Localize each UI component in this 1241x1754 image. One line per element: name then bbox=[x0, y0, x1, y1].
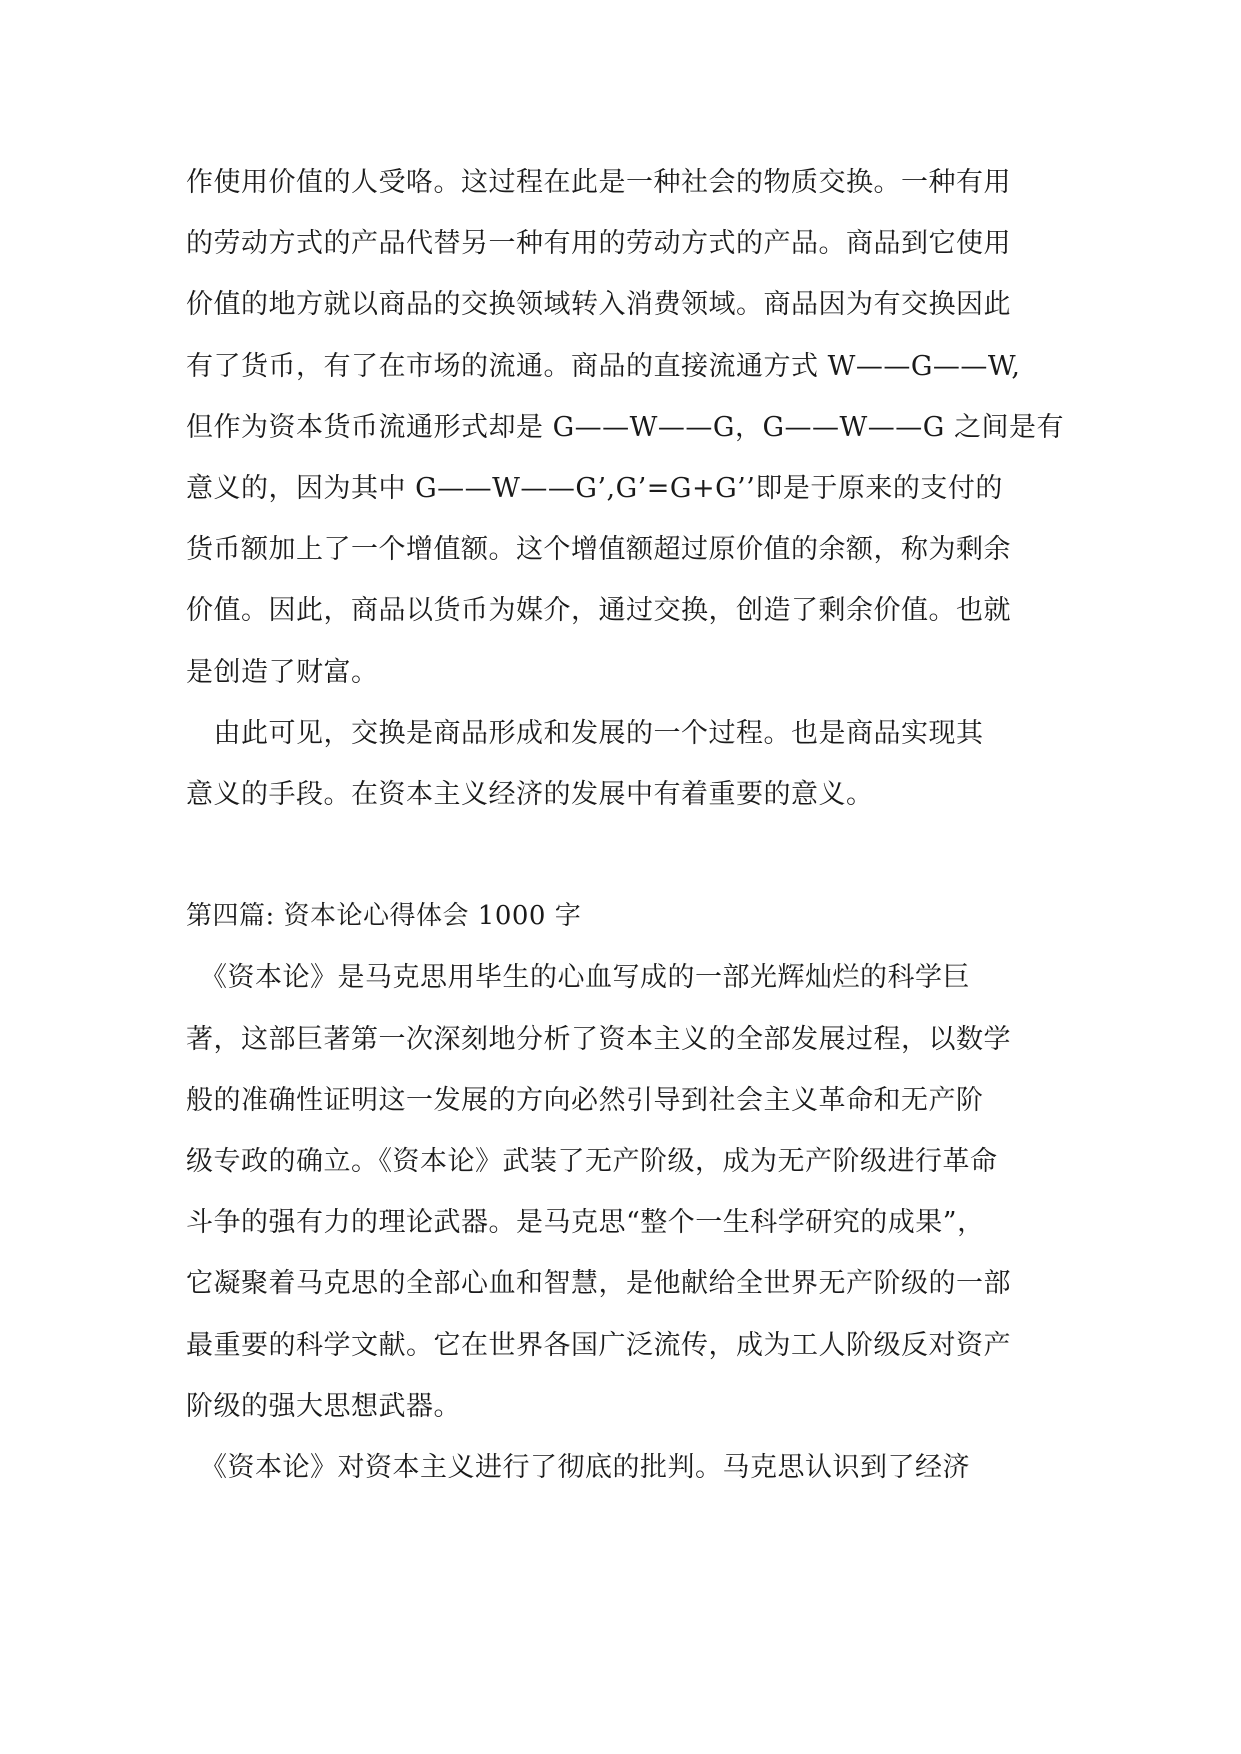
text-line: 著，这部巨著第一次深刻地分析了资本主义的全部发展过程，以数学 bbox=[186, 1023, 1011, 1055]
text-line: 货币额加上了一个增值额。这个增值额超过原价值的余额，称为剩余 bbox=[186, 534, 1011, 566]
top-paragraph bbox=[186, 152, 1064, 703]
text-line: 阶级的强大思想武器。 bbox=[186, 1390, 461, 1422]
text-line: 《资本论》对资本主义进行了彻底的批判。马克思认识到了经济 bbox=[186, 1451, 970, 1483]
text-line: 作使用价值的人受咯。这过程在此是一种社会的物质交换。一种有用 bbox=[186, 167, 1011, 198]
text-line: 级专政的确立。《资本论》武装了无产阶级，成为无产阶级进行革命 bbox=[186, 1146, 998, 1177]
blank-line bbox=[186, 825, 1064, 886]
text-line: 它凝聚着马克思的全部心血和智慧，是他献给全世界无产阶级的一部 bbox=[186, 1268, 1011, 1300]
text-line: 斗争的强有力的理论武器。是马克思“整个一生科学研究的成果”， bbox=[186, 1207, 985, 1239]
text-line: 价值的地方就以商品的交换领域转入消费领域。商品因为有交换因此 bbox=[186, 289, 1011, 321]
conclusion-paragraph bbox=[186, 703, 1064, 825]
text-line: 意义的手段。在资本主义经济的发展中有着重要的意义。 bbox=[186, 778, 874, 810]
text-line: 价值。因此，商品以货币为媒介，通过交换，创造了剩余价值。也就 bbox=[186, 595, 1011, 627]
text-line: 《资本论》是马克思用毕生的心血写成的一部光辉灿烂的科学巨 bbox=[186, 962, 970, 994]
section-paragraph-1 bbox=[186, 947, 1064, 1437]
text-line: 由此可见，交换是商品形成和发展的一个过程。也是商品实现其 bbox=[186, 717, 984, 749]
document-body bbox=[186, 152, 1064, 1498]
text-line: 意义的，因为其中 G——W——G’,G’=G+G’’即是于原来的支付的 bbox=[186, 472, 1003, 504]
text-line: 般的准确性证明这一发展的方向必然引导到社会主义革命和无产阶 bbox=[186, 1084, 984, 1116]
text-line: 有了货币，有了在市场的流通。商品的直接流通方式 W——G——W, bbox=[186, 350, 1021, 382]
section-paragraph-2 bbox=[186, 1437, 1064, 1498]
section-heading: 第四篇: 资本论心得体会 1000 字 bbox=[186, 901, 582, 932]
text-line: 的劳动方式的产品代替另一种有用的劳动方式的产品。商品到它使用 bbox=[186, 228, 1011, 260]
text-line: 最重要的科学文献。它在世界各国广泛流传，成为工人阶级反对资产 bbox=[186, 1329, 1011, 1361]
text-line: 是创造了财富。 bbox=[186, 656, 379, 688]
text-line: 但作为资本货币流通形式却是 G——W——G，G——W——G 之间是有 bbox=[186, 411, 1064, 443]
